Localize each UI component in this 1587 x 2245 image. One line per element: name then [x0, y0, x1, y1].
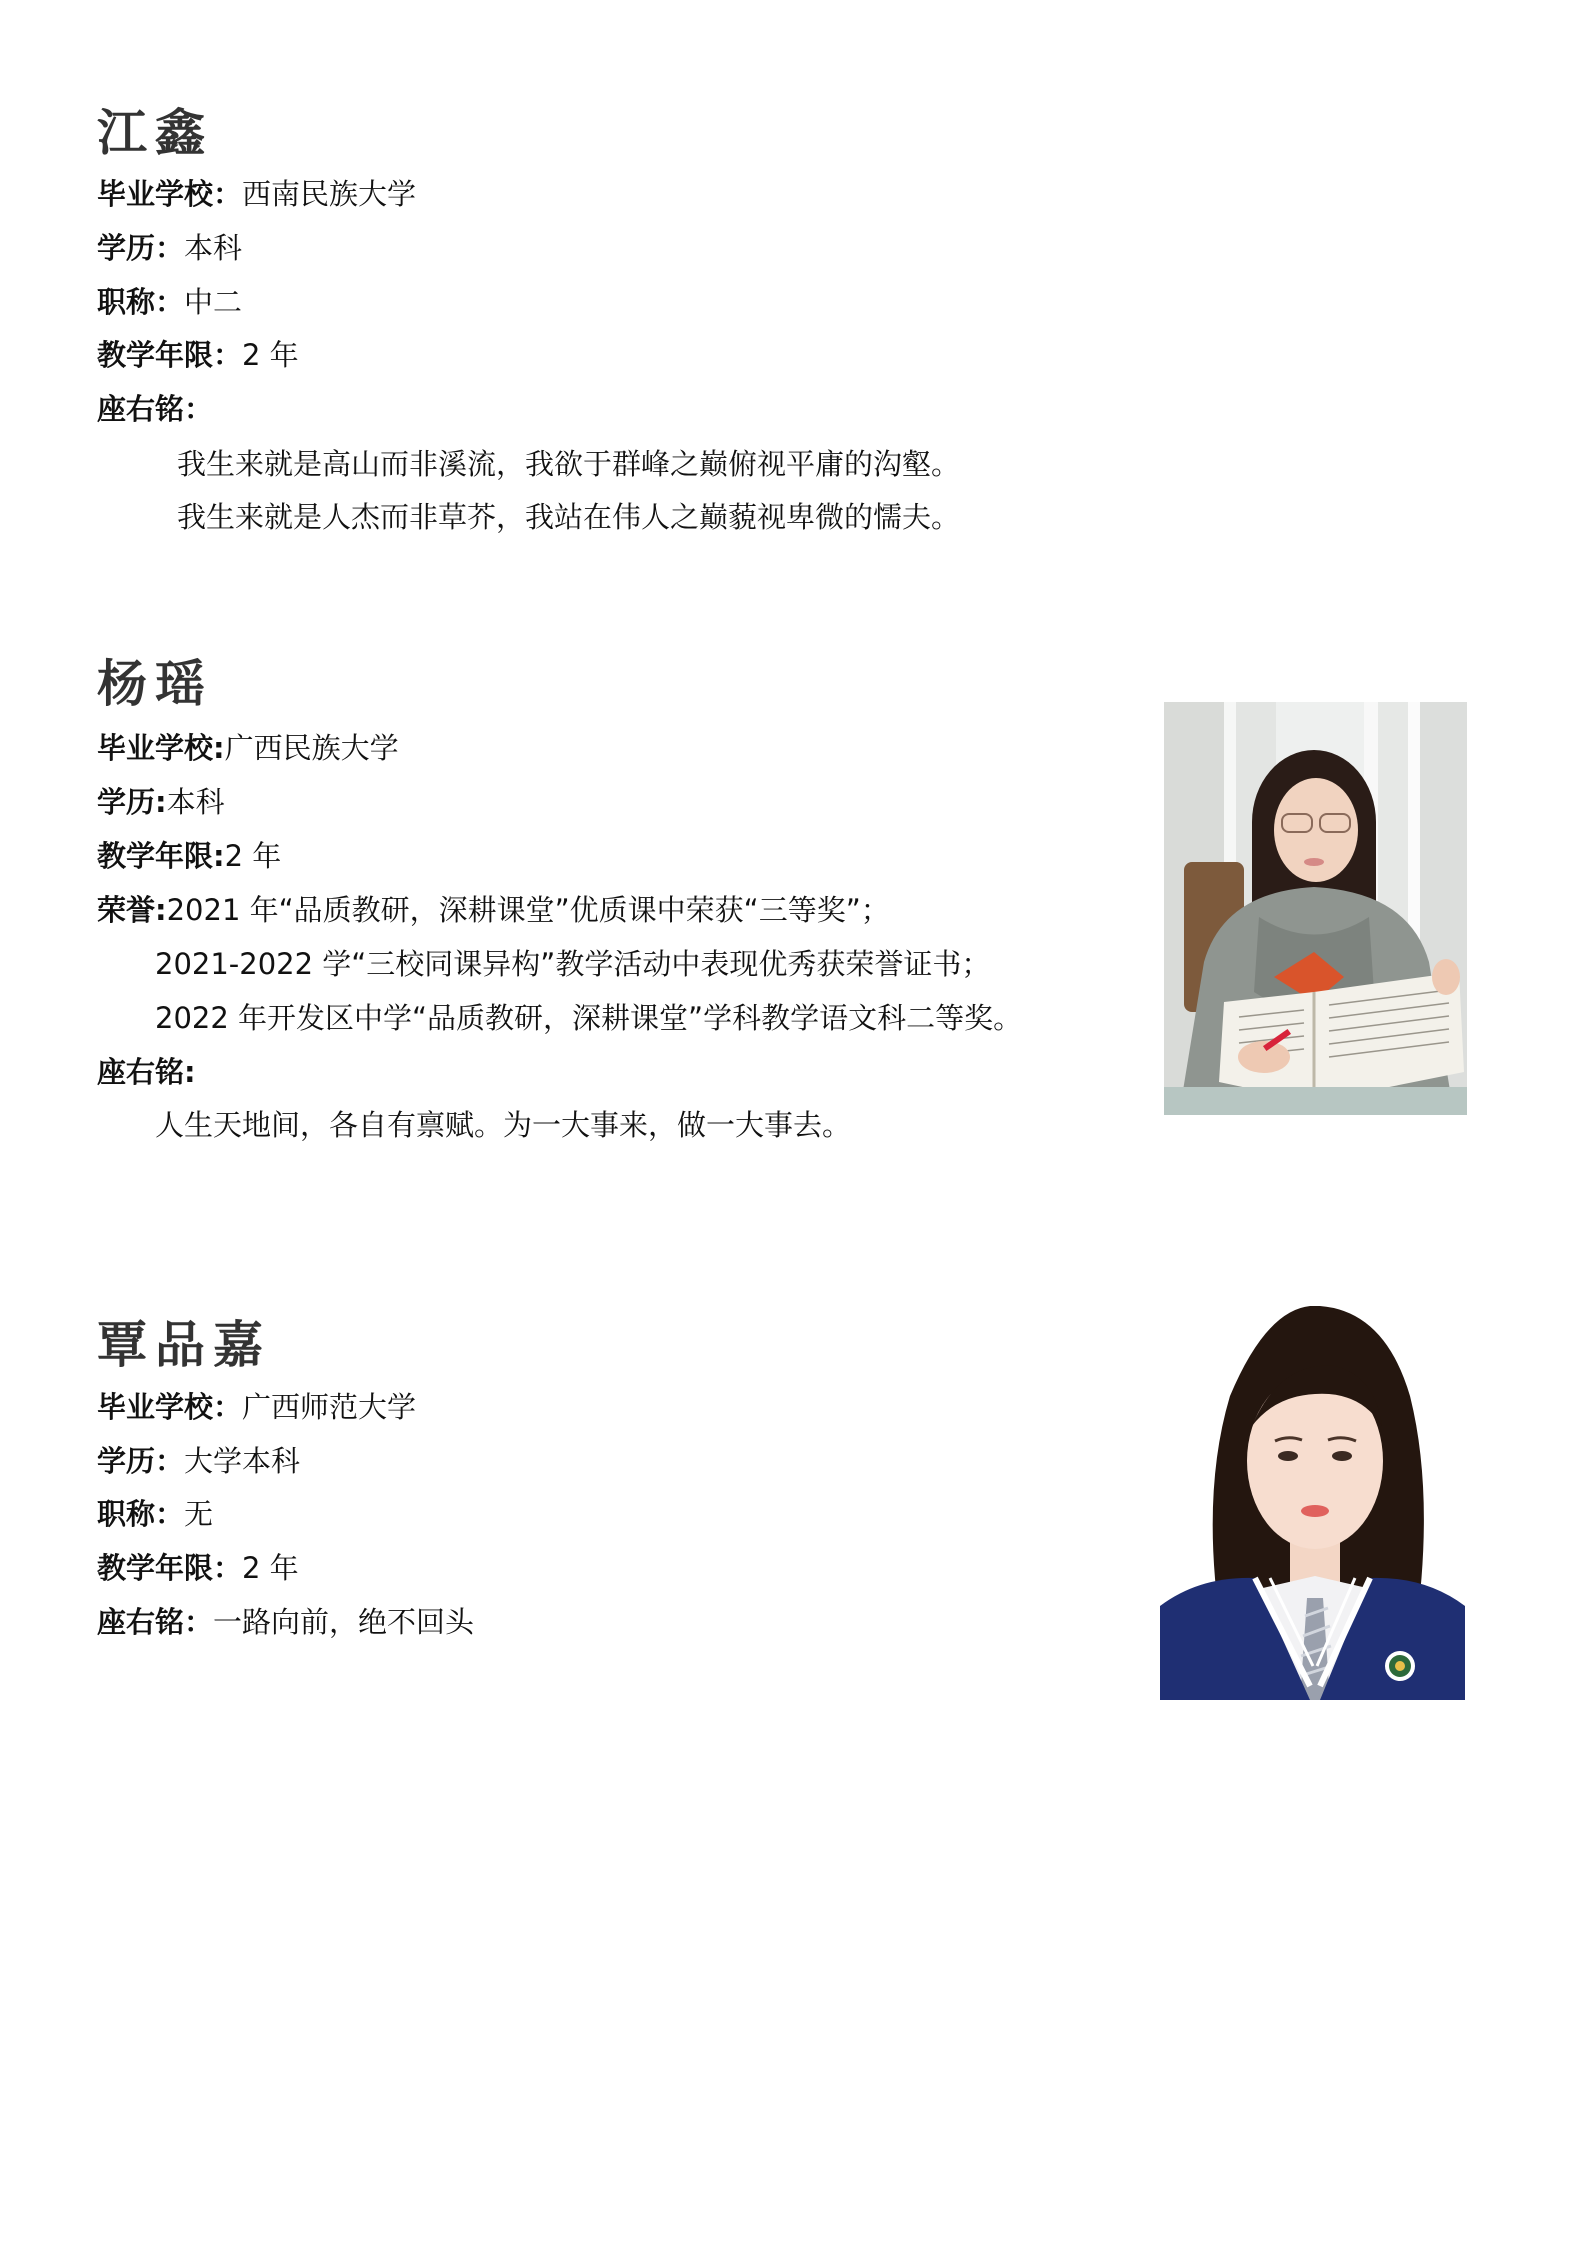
motto-label: 座右铭:: [97, 1055, 196, 1089]
motto-value: 一路向前，绝不回头: [213, 1605, 475, 1639]
title-label: 职称：: [97, 1497, 185, 1531]
title-value: 中二: [184, 285, 243, 319]
profile-name: 杨瑶: [97, 654, 213, 713]
title-value: 无: [184, 1497, 214, 1531]
degree-row: [97, 231, 243, 265]
profile-photo: [1164, 702, 1467, 1115]
years-value: 2 年: [242, 338, 299, 372]
school-value: 广西师范大学: [242, 1390, 417, 1424]
school-label: 毕业学校：: [97, 177, 243, 211]
profile-photo: [1160, 1306, 1465, 1700]
title-row: [97, 285, 243, 319]
profile-name: 覃品嘉: [97, 1315, 271, 1374]
profile-name: 江鑫: [97, 103, 213, 162]
school-value: 西南民族大学: [242, 177, 417, 211]
motto-label: 座右铭：: [97, 1605, 214, 1639]
portrait-image: [1160, 1306, 1465, 1700]
degree-value: 本科: [184, 231, 243, 265]
honor-item: 2021 年“品质教研，深耕课堂”优质课中荣获“三等奖”；: [166, 893, 890, 927]
years-value: 2 年: [224, 839, 282, 873]
years-row: [97, 1551, 299, 1585]
school-row: [97, 1390, 417, 1424]
reading-woman-image: [1164, 702, 1467, 1115]
years-label: 教学年限：: [97, 1551, 243, 1585]
motto-row: [97, 1055, 196, 1089]
years-label: 教学年限：: [97, 338, 243, 372]
motto-label: 座右铭：: [97, 392, 214, 426]
school-row: [97, 731, 399, 765]
degree-row: [97, 1444, 301, 1478]
title-row: [97, 1497, 214, 1531]
title-label: 职称：: [97, 285, 185, 319]
school-value: 广西民族大学: [224, 731, 399, 765]
degree-value: 大学本科: [184, 1444, 301, 1478]
motto-row: [97, 392, 214, 426]
degree-label: 学历：: [97, 1444, 185, 1478]
honor-row: [97, 893, 890, 927]
school-label: 毕业学校：: [97, 1390, 243, 1424]
school-label: 毕业学校:: [97, 731, 225, 765]
motto-line: 人生天地间，各自有禀赋。为一大事来，做一大事去。: [155, 1108, 852, 1142]
years-row: [97, 338, 299, 372]
years-label: 教学年限:: [97, 839, 225, 873]
school-row: [97, 177, 417, 211]
years-row: [97, 839, 282, 873]
motto-line: 我生来就是高山而非溪流，我欲于群峰之巅俯视平庸的沟壑。: [177, 447, 961, 481]
motto-line: 我生来就是人杰而非草芥，我站在伟人之巅藐视卑微的懦夫。: [177, 500, 961, 534]
degree-value: 本科: [166, 785, 225, 819]
degree-label: 学历：: [97, 231, 185, 265]
degree-label: 学历:: [97, 785, 167, 819]
honor-item: 2022 年开发区中学“品质教研，深耕课堂”学科教学语文科二等奖。: [155, 1001, 1023, 1035]
honor-item: 2021-2022 学“三校同课异构”教学活动中表现优秀获荣誉证书；: [155, 947, 991, 981]
degree-row: [97, 785, 225, 819]
motto-row: [97, 1605, 475, 1639]
honor-label: 荣誉:: [97, 893, 167, 927]
years-value: 2 年: [242, 1551, 299, 1585]
